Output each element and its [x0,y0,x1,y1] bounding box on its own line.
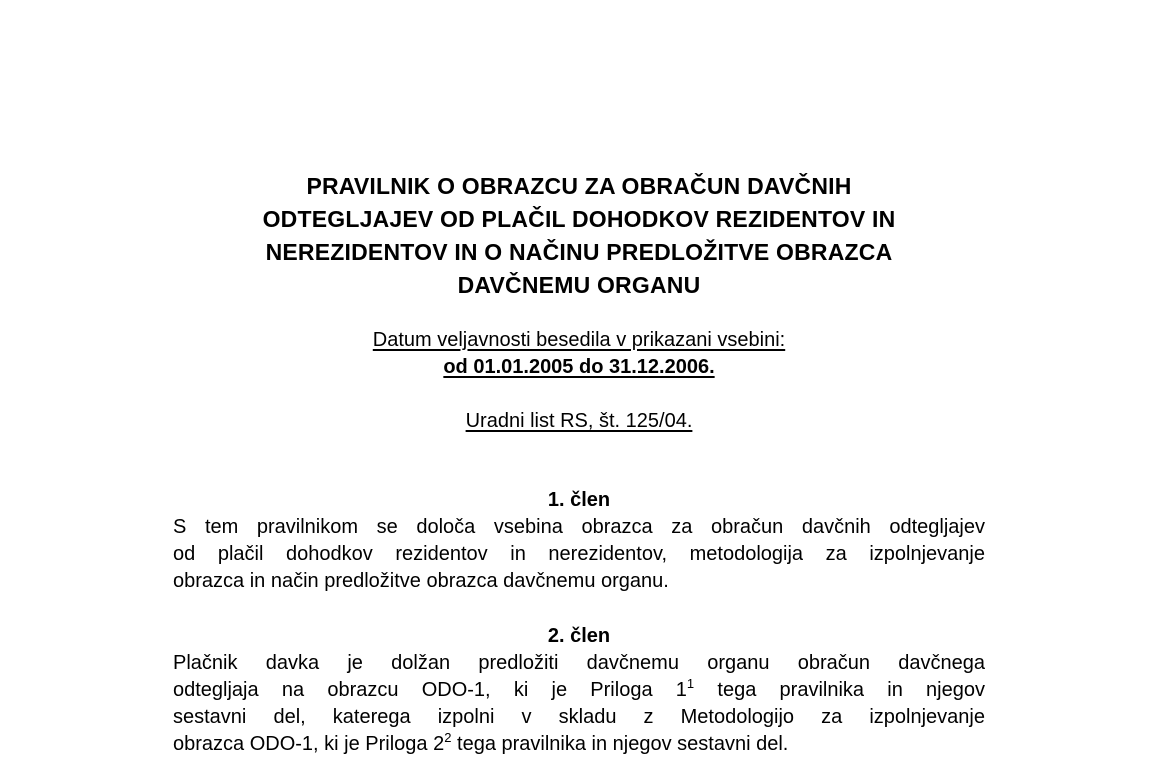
paragraph-text: tega pravilnika in njegov sestavni del. [451,733,789,755]
section-2-paragraph [173,650,985,758]
paragraph-line: Plačnik davka je dolžan predložiti davčnemu organu obračun davčnega [173,652,985,674]
validity-range-line [173,354,985,381]
paragraph-line: od plačil dohodkov rezidentov in nerezidentov, metodologija za izpolnjevanje [173,543,985,565]
document-title [173,170,985,302]
validity-block [173,327,985,435]
section-2-heading: 2. člen [547,625,611,647]
document-title-line: PRAVILNIK O OBRAZCU ZA OBRAČUN DAVČNIH [306,173,852,199]
validity-label-line [173,327,985,354]
validity-label: Datum veljavnosti besedila v prikazani vsebini: [372,329,786,351]
section-1-heading: 1. člen [547,489,611,511]
document-title-line: ODTEGLJAJEV OD PLAČIL DOHODKOV REZIDENTOV IN [262,206,896,232]
document-title-line: NEREZIDENTOV IN O NAČINU PREDLOŽITVE OBRAZCA [265,239,893,265]
paragraph-line [173,677,985,704]
paragraph-text: obrazca ODO-1, ki je Priloga 2 [173,733,445,755]
document-title-line: DAVČNEMU ORGANU [457,272,701,298]
paragraph-line [173,731,985,758]
document-content [173,170,985,758]
paragraph-line: S tem pravilnikom se določa vsebina obrazca za obračun davčnih odtegljajev [173,516,985,538]
section-1-paragraph [173,514,985,595]
blank-line [173,381,985,408]
validity-range: od 01.01.2005 do 31.12.2006. [443,356,715,378]
paragraph-text: odtegljaja na obrazcu ODO-1, ki je Priloga 1 [173,679,687,701]
paragraph-line: obrazca in način predložitve obrazca davčnemu organu. [173,570,669,592]
footnote-reference-1: 1 [686,676,695,691]
paragraph-text: tega pravilnika in njegov [694,679,985,701]
paragraph-line: sestavni del, katerega izpolni v skladu z Metodologijo za izpolnjevanje [173,706,985,728]
footnote-reference-2: 2 [444,730,452,745]
gazette-reference-line [173,408,985,435]
gazette-reference: Uradni list RS, št. 125/04. [465,410,693,432]
